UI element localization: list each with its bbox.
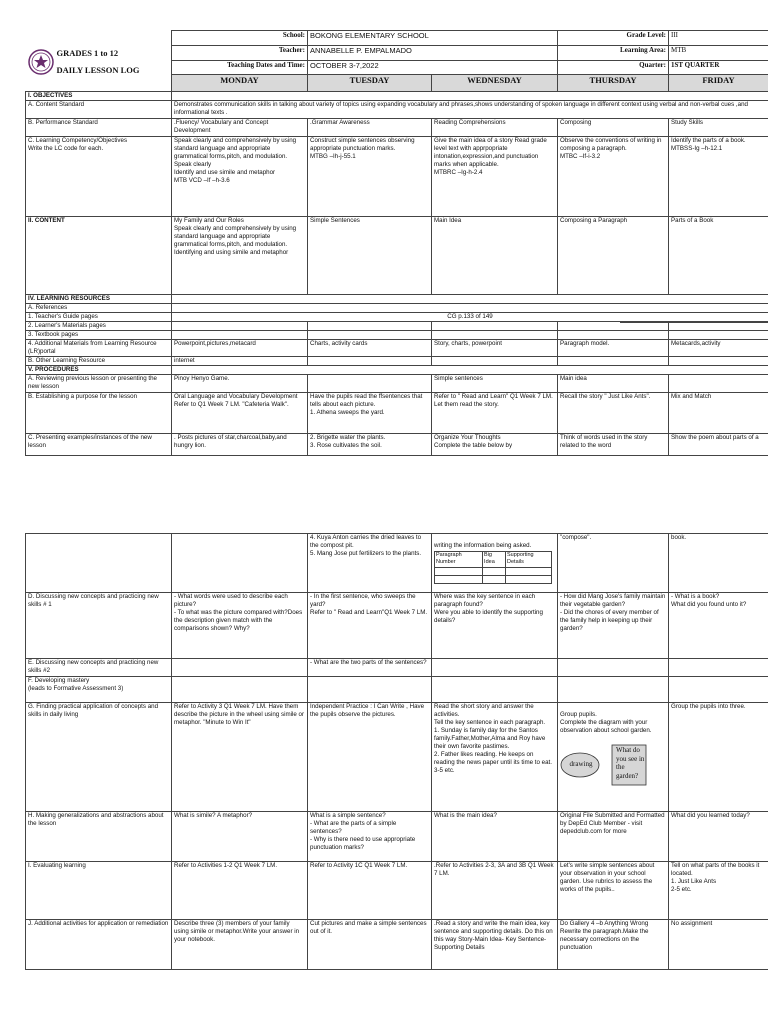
proc-e-cell	[558, 659, 669, 677]
proc-d-cell: Where was the key sentence in each paragraph found? Were you able to identify the supporting details?	[432, 593, 558, 659]
diagram-oval-label: drawing	[569, 760, 593, 768]
performance-standard-label: B. Performance Standard	[26, 118, 172, 136]
table-header-details: Supporting Details	[506, 552, 552, 568]
proc-e-cell	[432, 659, 558, 677]
resources-heading-filler	[172, 294, 768, 303]
proc-c-cell: 2. Brigette water the plants. 3. Rose cultivates the soil.	[308, 433, 432, 455]
competency-cell: Speak clearly and comprehensively by using standard language and appropriate grammatical forms,pitch, and modulation. Speak clearly Identify and use simile and metaphor MTB VCD –If –h-3.6	[172, 136, 308, 216]
organize-thoughts-table	[434, 551, 552, 584]
proc-e-cell	[669, 659, 768, 677]
dates-label: Teaching Dates and Time:	[172, 60, 308, 75]
day-wednesday: WEDNESDAY	[432, 75, 558, 91]
lesson-log-table-continued	[25, 533, 768, 970]
garden-diagram	[560, 743, 666, 787]
proc-c-cont-cell	[172, 534, 308, 593]
proc-j-cell: Cut pictures and make a simple sentences out of it.	[308, 920, 432, 970]
proc-j-cell: .Read a story and write the main idea, key sentence and supporting details. Do this on this way Story-Main Idea- Key Sentence-Supporting Details	[432, 920, 558, 970]
proc-g-cell-thursday	[558, 703, 669, 812]
proc-b-cell: Mix and Match	[669, 392, 768, 433]
proc-g-cell: Group the pupils into three.	[669, 703, 768, 812]
header-title-dll: DAILY LESSON LOG	[56, 64, 140, 75]
competency-cell: Give the main idea of a story Read grade level text with apprpopriate intonation,expression,and punctuation marks when applicable. MTBRC –Ig-h-2.4	[432, 136, 558, 216]
day-friday: FRIDAY	[669, 75, 768, 91]
proc-d-cell: - What is a book? What did you found unto it?	[669, 593, 768, 659]
tg-label: 1. Teacher's Guide pages	[26, 312, 172, 321]
proc-d-cell: - What words were used to describe each picture? - To what was the picture compared with?Does the description given match with the comparisons shown? Why?	[172, 593, 308, 659]
proc-a-cell	[669, 374, 768, 392]
proc-h-cell: What is a simple sentence? - What are the parts of a simple sentences? - Why is there need to use appropriate punctuation marks?	[308, 812, 432, 862]
dates-value: OCTOBER 3-7,2022	[308, 60, 558, 75]
proc-b-cell: Oral Language and Vocabulary Development Refer to Q1 Week 7 LM. "Cafeteria Walk".	[172, 392, 308, 433]
proc-h-label: H. Making generalizations and abstractions about the lesson	[26, 812, 172, 862]
tb-label: 3. Textbook pages	[26, 330, 172, 339]
performance-standard-cell: .Fluency/ Vocabulary and Concept Development	[172, 118, 308, 136]
resources-heading: IV. LEARNING RESOURCES	[26, 294, 172, 303]
proc-i-cell: Let's write simple sentences about your observation in your school garden. Use rubrics to assess the works of the pupils..	[558, 862, 669, 920]
proc-c-label: C. Presenting examples/instances of the new lesson	[26, 433, 172, 455]
table-header-idea: Big Idea	[483, 552, 506, 568]
content-standard-label: A. Content Standard	[26, 100, 172, 118]
day-monday: MONDAY	[172, 75, 308, 91]
day-tuesday: TUESDAY	[308, 75, 432, 91]
proc-i-cell: Refer to Activity 1C Q1 Week 7 LM.	[308, 862, 432, 920]
proc-c-cell: Think of words used in the story related to the word	[558, 433, 669, 455]
teacher-label: Teacher:	[172, 45, 308, 60]
proc-b-label: B. Establishing a purpose for the lesson	[26, 392, 172, 433]
proc-a-cell: Simple sentences	[432, 374, 558, 392]
proc-a-cell: Main idea	[558, 374, 669, 392]
lesson-log-page-2	[25, 533, 768, 970]
content-cell: Composing a Paragraph	[558, 216, 669, 294]
lesson-log-table	[25, 30, 768, 456]
grade-label: Grade Level:	[558, 31, 669, 46]
proc-h-cell: What is simile? A metaphor?	[172, 812, 308, 862]
header-logo-block	[26, 31, 172, 92]
school-value: BOKONG ELEMENTARY SCHOOL	[308, 31, 558, 46]
proc-g-cell: Refer to Activity 3 Q1 Week 7 LM. Have them describe the picture in the wheel using simile or metaphor. "Minute to Win It"	[172, 703, 308, 812]
additional-materials-label: 4. Additional Materials from Learning Resource (LR)portal	[26, 339, 172, 356]
proc-g-cell: Read the short story and answer the activities. Tell the key sentence in each paragraph. 1. Sunday is family day for the Santos family.Father,Mother,Alma and Roy have their own favorite pastimes. 2. Father likes reading. He keeps on reading the news paper until its time to eat. 3-5 etc.	[432, 703, 558, 812]
additional-cell: Metacards,activity	[669, 339, 768, 356]
references-filler	[172, 303, 768, 312]
proc-c-cont-cell: book.	[669, 534, 768, 593]
performance-standard-cell: Reading Comprehensions	[432, 118, 558, 136]
proc-c-cell: Show the poem about parts of a	[669, 433, 768, 455]
teacher-value: ANNABELLE P. EMPALMADO	[308, 45, 558, 60]
other-resource-label: B. Other Learning Resource	[26, 356, 172, 365]
proc-b-cell: Have the pupils read the ffsentences that tells about each picture. 1. Athena sweeps the yard.	[308, 392, 432, 433]
other-resource-value: internet	[172, 356, 308, 365]
additional-cell: Story, charts, powerpoint	[432, 339, 558, 356]
proc-j-cell: Do Gallery 4 –b Anything Wrong Rewrite the paragraph.Make the necessary corrections on the punctuation	[558, 920, 669, 970]
procedures-heading: V. PROCEDURES	[26, 365, 172, 374]
table-rule-overflow	[620, 322, 768, 323]
content-standard-text: Demonstrates communication skills in talking about variety of topics using expanding vocabulary and phrases,shows understanding of spoken language in different context using verbal and non-verbal cues ,and informational texts .	[172, 100, 768, 118]
proc-f-label: F. Developing mastery (leads to Formative Assessment 3)	[26, 677, 172, 703]
competency-cell: Observe the conventions of writing in composing a paragraph. MTBC –If-i-3.2	[558, 136, 669, 216]
proc-e-label: E. Discussing new concepts and practicing new skills #2	[26, 659, 172, 677]
proc-d-label: D. Discussing new concepts and practicing new skills # 1	[26, 593, 172, 659]
proc-j-cell: No assignment	[669, 920, 768, 970]
proc-e-cell	[172, 659, 308, 677]
proc-c-cont-cell: 4. Kuya Anton carries the dried leaves to the compost pit. 5. Mang Jose put fertilizers to the plants.	[308, 534, 432, 593]
proc-a-cell	[308, 374, 432, 392]
objectives-heading: I. OBJECTIVES	[26, 91, 172, 100]
objectives-heading-filler	[172, 91, 768, 100]
proc-g-cell: Independent Practice : I Can Write , Have the pupils observe the pictures.	[308, 703, 432, 812]
proc-c-cell: Organize Your Thoughts Complete the table below by	[432, 433, 558, 455]
proc-a-label: A. Reviewing previous lesson or presenting the new lesson	[26, 374, 172, 392]
deped-seal-icon	[28, 49, 54, 75]
proc-i-label: I. Evaluating learning	[26, 862, 172, 920]
proc-c-continued-label	[26, 534, 172, 593]
quarter-label: Quarter:	[558, 60, 669, 75]
additional-cell: Charts, activity cards	[308, 339, 432, 356]
content-cell: Simple Sentences	[308, 216, 432, 294]
proc-c-cont-cell-wednesday	[432, 534, 558, 593]
additional-cell: Paragraph model.	[558, 339, 669, 356]
proc-g-text: Group pupils. Complete the diagram with your observation about school garden.	[560, 711, 652, 734]
quarter-value: 1ST QUARTER	[669, 60, 768, 75]
content-cell: Main Idea	[432, 216, 558, 294]
proc-b-cell: Refer to " Read and Learn" Q1 Week 7 LM. Let them read the story.	[432, 392, 558, 433]
day-thursday: THURSDAY	[558, 75, 669, 91]
table-header-paragraph: Paragraph Number	[435, 552, 483, 568]
proc-h-cell: What did you learned today?	[669, 812, 768, 862]
proc-c-cell: . Posts pictures of star,charcoal,baby,and hungry lion.	[172, 433, 308, 455]
proc-h-cell: Original File Submitted and Formatted by DepEd Club Member - visit depedclub.com for more	[558, 812, 669, 862]
performance-standard-cell: Study Skills	[669, 118, 768, 136]
proc-j-label: J. Additional activities for application or remediation	[26, 920, 172, 970]
references-label: A. References	[26, 303, 172, 312]
competency-label: C. Learning Competency/Objectives Write the LC code for each.	[26, 136, 172, 216]
proc-g-label: G. Finding practical application of concepts and skills in daily living	[26, 703, 172, 812]
proc-i-cell: Refer to Activities 1-2 Q1 Week 7 LM.	[172, 862, 308, 920]
lesson-log-page-1	[25, 30, 768, 456]
content-cell: Parts of a Book	[669, 216, 768, 294]
proc-h-cell: What is the main idea?	[432, 812, 558, 862]
school-label: School:	[172, 31, 308, 46]
proc-i-cell: .Refer to Activities 2-3, 3A and 3B Q1 Week 7 LM.	[432, 862, 558, 920]
area-label: Learning Area:	[558, 45, 669, 60]
proc-a-cell: Pinoy Henyo Game.	[172, 374, 308, 392]
content-heading: II. CONTENT	[26, 216, 172, 294]
content-cell: My Family and Our Roles Speak clearly and comprehensively by using standard language and appropriate grammatical forms,pitch, and modulation. Identifying and using simile and metaphor	[172, 216, 308, 294]
proc-e-cell: - What are the two parts of the sentences?	[308, 659, 432, 677]
proc-c-cont-text: writing the information being asked.	[434, 542, 532, 549]
competency-cell: Identify the parts of a book. MTBSS-Ig –h-12.1	[669, 136, 768, 216]
proc-c-cont-cell: "compose".	[558, 534, 669, 593]
diagram-box-label: What do you see in the garden?	[616, 746, 645, 780]
performance-standard-cell: .Grammar Awareness	[308, 118, 432, 136]
performance-standard-cell: Composing	[558, 118, 669, 136]
grade-value: III	[669, 31, 768, 46]
proc-d-cell: - In the first sentence, who sweeps the yard? Refer to " Read and Learn"Q1 Week 7 LM.	[308, 593, 432, 659]
area-value: MTB	[669, 45, 768, 60]
lm-label: 2. Learner's Materials pages	[26, 321, 172, 330]
proc-i-cell: Tell on what parts of the books it located. 1. Just Like Ants 2-5 etc.	[669, 862, 768, 920]
header-title-grades: GRADES 1 to 12	[56, 47, 119, 58]
procedures-heading-filler	[172, 365, 768, 374]
tg-value: CG p.133 of 149	[172, 312, 768, 321]
proc-b-cell: Recall the story " Just Like Ants".	[558, 392, 669, 433]
proc-j-cell: Describe three (3) members of your family using simile or metaphor.Write your answer in your notebook.	[172, 920, 308, 970]
additional-cell: Powerpoint,pictures,metacard	[172, 339, 308, 356]
proc-d-cell: - How did Mang Jose's family maintain their vegetable garden? - Did the chores of every member of the family help in keeping up their garden?	[558, 593, 669, 659]
competency-cell: Construct simple sentences observing appropriate punctuation marks. MTBG –Ih-j-55.1	[308, 136, 432, 216]
